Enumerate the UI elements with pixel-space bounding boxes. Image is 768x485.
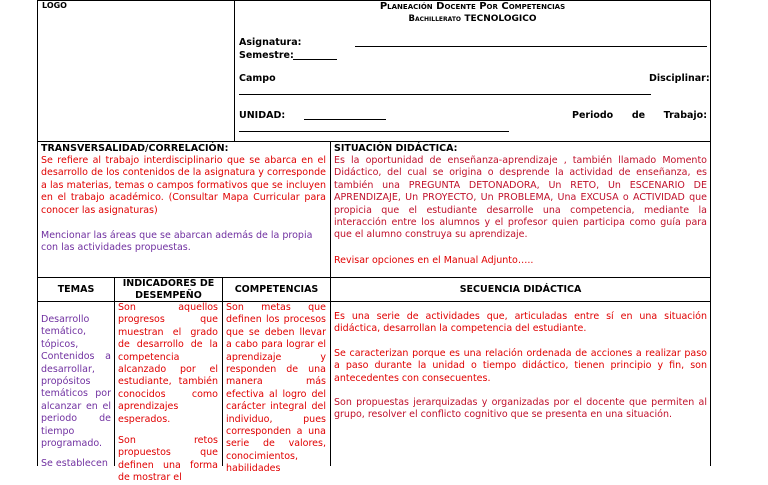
situacion-note: Revisar opciones en el Manual Adjunto….. — [334, 255, 534, 266]
document-title: Planeación Docente Por Competencias — [379, 1, 566, 12]
transversalidad-text: Se refiere al trabajo interdisciplinario que se abarca en el desarrollo de los contenidos de la asignatura y corresponde a las materias, temas o campos formativos que se incluyen en el trabajo académico. (Consultar Mapa Curricular para conocer las asignaturas) — [41, 155, 326, 216]
col-header-indicadores: INDICADORES DE DESEMPEÑO — [122, 278, 215, 301]
col-header-temas: TEMAS — [57, 284, 95, 295]
secuencia-text-2: Se caracterizan porque es una relación ordenada de acciones a realizar paso a paso durante la unidad o tiempo didáctico, tienen principio y fin, son antecedentes con consecuentes. — [334, 348, 707, 384]
secuencia-text-3: Son propuestas jerarquizadas y organizadas por el docente que permiten al grupo, resolver el conflicto cognitivo que se presenta en una situación. — [334, 397, 707, 421]
document-subtitle — [235, 13, 710, 24]
competencias-text: Son metas que definen los procesos que se deben llevar a cabo para lograr el aprendizaje y responden de una manera más efectiva al logro del carácter integral del individuo, pues corresponden a una serie de valores, conocimientos, habilidades — [226, 302, 326, 475]
disciplinar-label: Disciplinar: — [649, 73, 710, 84]
col-header-secuencia: SECUENCIA DIDÁCTICA — [459, 284, 582, 295]
semestre-line[interactable] — [293, 59, 337, 60]
semestre-label: Semestre: — [239, 50, 294, 61]
secuencia-text-1: Es una serie de actividades que, articuladas entre sí en una situación didáctica, desarrollan la competencia del estudiante. — [334, 311, 707, 335]
transversalidad-heading: TRANSVERSALIDAD/CORRELACIÓN: — [41, 143, 229, 154]
col-divider-2 — [222, 277, 223, 466]
middle-divider — [330, 141, 331, 466]
asignatura-label: Asignatura: — [239, 37, 302, 48]
periodo-line[interactable] — [239, 131, 509, 132]
border-left — [37, 0, 38, 466]
subtitle-main: TECNOLOGICO — [464, 14, 537, 24]
campo-label: Campo — [239, 73, 276, 84]
header-bottom-divider — [37, 141, 711, 142]
asignatura-line[interactable] — [355, 46, 707, 47]
unidad-label: UNIDAD: — [239, 110, 286, 121]
subtitle-prefix: Bachillerato — [408, 14, 462, 24]
transversalidad-note: Mencionar las áreas que se abarcan además de la propia con las actividades propuestas. — [41, 230, 313, 254]
periodo-label: Periodo de Trabajo: — [572, 110, 707, 121]
border-right — [710, 0, 711, 466]
logo-label: LOGO — [42, 1, 67, 10]
situacion-text: Es la oportunidad de enseñanza-aprendizaje , también llamado Momento Didáctico, del cual se origina o desprende la actividad de enseñanza, es también una PREGUNTA DETONADORA, Un RETO, Un ESCENARIO DE APRENDIZAJE, Un PROYECTO, Un PROBLEMA, Una EXCUSA o ACTIVIDAD que propicia que el estudiante desarrolle una competencia, mediante la interacción entre los alumnos y el profesor quien participa como guía para que el alumno construya su aprendizaje. — [334, 155, 707, 241]
temas-text: Desarrollo temático, tópicos, Contenidos a desarrollar, propósitos temáticos por alcanzar en el periodo de tiempo programado. — [41, 314, 111, 450]
unidad-line[interactable] — [304, 119, 386, 120]
indicadores-text: Son aquellos progresos que muestran el grado de desarrollo de la competencia alcanzado por el estudiante, también conocidos como aprendizajes esperados. — [118, 302, 218, 425]
situacion-heading: SITUACIÓN DIDÁCTICA: — [334, 143, 458, 154]
campo-line[interactable] — [239, 94, 651, 95]
col-header-competencias: COMPETENCIAS — [234, 284, 319, 295]
indicadores-text-2: Son retos propuestos que definen una forma de mostrar el — [118, 435, 218, 484]
temas-text-2: Se establecen — [41, 458, 108, 469]
col-divider-1 — [114, 277, 115, 466]
